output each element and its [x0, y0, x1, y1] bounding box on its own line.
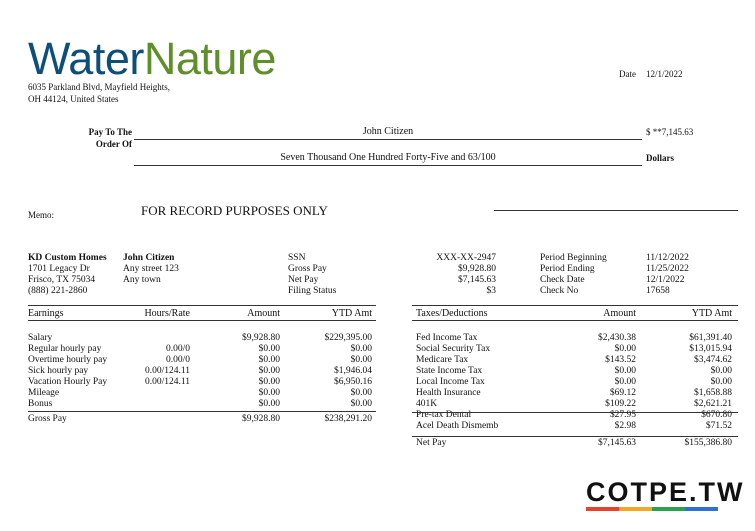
table-row-amount: $0.00	[614, 377, 636, 387]
table-row-name: Pre-tax Dental	[416, 410, 472, 420]
table-row-amount: $109.22	[605, 399, 636, 409]
check-date-value: 12/1/2022	[646, 275, 685, 285]
deductions-header-rule	[412, 320, 738, 321]
table-row-name: Vacation Hourly Pay	[28, 377, 108, 387]
earnings-header-name: Earnings	[28, 308, 64, 319]
gross-pay-total-amount: $9,928.80	[242, 414, 280, 424]
table-row-ytd: $0.00	[710, 377, 732, 387]
employer-address2: Frisco, TX 75034	[28, 275, 96, 285]
table-row-hours	[120, 399, 190, 410]
table-row-hours: 0.00/124.11	[144, 377, 190, 387]
table-row-name: Local Income Tax	[416, 377, 485, 387]
deductions-ytd-column	[650, 333, 732, 432]
filing-status-value: $3	[486, 286, 496, 296]
net-pay-label: Net Pay	[288, 275, 319, 285]
gross-pay-total-name: Gross Pay	[28, 414, 67, 424]
watermark-bar-green	[652, 507, 685, 511]
employee-block	[123, 253, 179, 286]
table-row-name: Social Security Tax	[416, 344, 491, 354]
company-logo	[28, 33, 276, 84]
table-row-ytd: $13,015.94	[689, 344, 732, 354]
deductions-total-rule	[412, 436, 738, 437]
table-row-name: Health Insurance	[416, 388, 481, 398]
table-row-amount: $0.00	[614, 344, 636, 354]
order-of-label: Order Of	[95, 139, 132, 149]
gross-pay-value: $9,928.80	[458, 264, 496, 274]
summary-values	[400, 253, 496, 297]
gross-pay-total-ytd-cell	[290, 414, 372, 425]
net-pay-total-amount-cell	[566, 438, 636, 449]
table-row-amount: $0.00	[258, 366, 280, 376]
table-row-hours: 0.00/0	[165, 355, 190, 365]
watermark-bar-red	[586, 507, 619, 511]
memo-text: FOR RECORD PURPOSES ONLY	[141, 203, 328, 218]
table-row-amount: $0.00	[258, 377, 280, 387]
memo-label: Memo:	[28, 210, 54, 220]
watermark-bar-blue	[685, 507, 718, 511]
gross-pay-label: Gross Pay	[288, 264, 327, 274]
employer-phone: (888) 221-2860	[28, 286, 88, 296]
employer-block	[28, 253, 107, 297]
period-ending-value: 11/25/2022	[646, 264, 689, 274]
signature-line	[494, 210, 738, 211]
employer-address1: 1701 Legacy Dr	[28, 264, 90, 274]
table-row-name: Medicare Tax	[416, 355, 469, 365]
earnings-name-column	[28, 333, 107, 410]
table-row-ytd: $0.00	[350, 388, 372, 398]
table-row-name: Salary	[28, 333, 53, 343]
table-row-hours	[120, 388, 190, 399]
period-ending-label: Period Ending	[540, 264, 595, 274]
table-row-amount: $0.00	[614, 366, 636, 376]
payee-line	[134, 139, 642, 140]
gross-pay-total-label	[28, 414, 67, 425]
logo-water: Water	[28, 33, 144, 84]
summary-labels	[288, 253, 336, 297]
watermark-bar-orange	[619, 507, 652, 511]
table-row-name: Regular hourly pay	[28, 344, 102, 354]
table-row-ytd: $229,395.00	[324, 333, 372, 343]
table-row-ytd: $0.00	[350, 344, 372, 354]
table-row-name: 401K	[416, 399, 438, 409]
period-beginning-label: Period Beginning	[540, 253, 607, 263]
table-row-hours: 0.00/124.11	[144, 366, 190, 376]
deductions-mid-rule	[412, 412, 738, 413]
employer-name: KD Custom Homes	[28, 253, 107, 263]
date-value: 12/1/2022	[646, 69, 683, 79]
earnings-amount-column	[210, 333, 280, 410]
logo-nature: Nature	[143, 33, 276, 84]
payee-name: John Citizen	[362, 126, 414, 137]
amount-words-line	[134, 165, 642, 166]
check-no-value: 17658	[646, 286, 670, 296]
table-row-ytd: $1,946.04	[334, 366, 372, 376]
earnings-top-rule	[28, 305, 376, 306]
amount-in-words: Seven Thousand One Hundred Forty-Five and 63/100	[280, 152, 496, 163]
table-row-name: Mileage	[28, 388, 60, 398]
check-date-label: Check Date	[540, 275, 585, 285]
table-row-amount: $0.00	[258, 399, 280, 409]
table-row-hours: 0.00/0	[165, 344, 190, 354]
net-pay-total-ytd: $155,386.80	[684, 438, 732, 448]
period-labels	[540, 253, 607, 297]
net-pay-total-name: Net Pay	[416, 438, 447, 448]
deductions-top-rule	[412, 305, 738, 306]
table-row-ytd: $6,950.16	[334, 377, 372, 387]
table-row-amount: $0.00	[258, 344, 280, 354]
table-row-ytd: $3,474.62	[694, 355, 732, 365]
employee-address1: Any street 123	[123, 264, 179, 274]
company-address-line1: 6035 Parkland Blvd, Mayfield Heights,	[28, 82, 170, 92]
watermark-text: COTPE.TW	[586, 477, 745, 507]
table-row-ytd: $0.00	[350, 355, 372, 365]
filing-status-label: Filing Status	[288, 286, 337, 296]
table-row-name: State Income Tax	[416, 366, 483, 376]
pay-to-label: Pay To The	[88, 127, 132, 137]
table-row-amount: $2,430.38	[598, 333, 636, 343]
earnings-header-rule	[28, 320, 376, 321]
table-row-hours	[120, 333, 190, 344]
table-row-ytd: $2,621.21	[694, 399, 732, 409]
table-row-ytd: $0.00	[710, 366, 732, 376]
company-address-line2: OH 44124, United States	[28, 94, 119, 104]
table-row-amount: $2.98	[614, 421, 636, 431]
table-row-amount: $69.12	[609, 388, 636, 398]
table-row-name: Bonus	[28, 399, 53, 409]
table-row-ytd: $1,658.88	[694, 388, 732, 398]
deductions-name-column	[416, 333, 498, 432]
table-row-amount: $143.52	[605, 355, 636, 365]
earnings-header-hours: Hours/Rate	[144, 308, 190, 319]
employee-address2: Any town	[123, 275, 161, 285]
date-label: Date	[619, 69, 636, 79]
net-pay-total-ytd-cell	[650, 438, 732, 449]
table-row-ytd: $0.00	[350, 399, 372, 409]
check-no-label: Check No	[540, 286, 579, 296]
table-row-name: Overtime hourly pay	[28, 355, 108, 365]
earnings-hours-column	[120, 333, 190, 410]
ssn-value: XXX-XX-2947	[436, 253, 496, 263]
table-row-ytd: $61,391.40	[689, 333, 732, 343]
net-pay-total-amount: $7,145.63	[598, 438, 636, 448]
period-values	[646, 253, 689, 297]
net-pay-total-label	[416, 438, 446, 449]
table-row-name: Acel Death Dismemb	[416, 421, 499, 431]
ssn-label: SSN	[288, 253, 306, 263]
period-beginning-value: 11/12/2022	[646, 253, 689, 263]
table-row-amount: $0.00	[258, 388, 280, 398]
check-amount: $ **7,145.63	[646, 127, 694, 137]
net-pay-value: $7,145.63	[458, 275, 496, 285]
deductions-header-name: Taxes/Deductions	[416, 308, 488, 319]
earnings-total-rule	[28, 411, 376, 412]
table-row-amount: $0.00	[258, 355, 280, 365]
table-row-amount: $27.95	[609, 410, 636, 420]
gross-pay-total-amount-cell	[210, 414, 280, 425]
table-row-name: Sick hourly pay	[28, 366, 89, 376]
gross-pay-total-ytd: $238,291.20	[324, 414, 372, 424]
dollars-label: Dollars	[646, 153, 674, 163]
table-row-amount: $9,928.80	[242, 333, 280, 343]
table-row-name: Fed Income Tax	[416, 333, 478, 343]
earnings-header-amount: Amount	[247, 308, 280, 319]
deductions-header-amount: Amount	[603, 308, 636, 319]
deductions-amount-column	[566, 333, 636, 432]
employee-name: John Citizen	[123, 253, 175, 263]
table-row-ytd: $670.80	[701, 410, 732, 420]
deductions-header-ytd: YTD Amt	[691, 308, 732, 319]
earnings-ytd-column	[290, 333, 372, 410]
earnings-header-ytd: YTD Amt	[331, 308, 372, 319]
table-row-ytd: $71.52	[705, 421, 732, 431]
